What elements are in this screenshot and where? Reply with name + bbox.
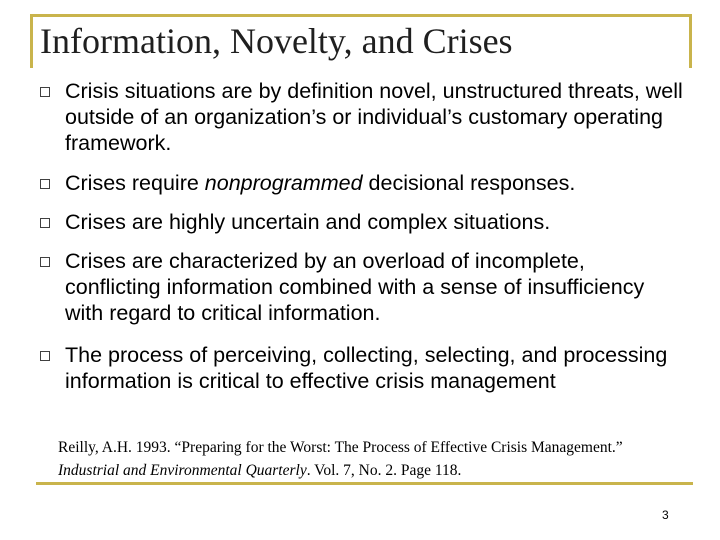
hollow-square-icon bbox=[40, 351, 50, 361]
hollow-square-icon bbox=[40, 218, 50, 228]
bullet-text: Crises are highly uncertain and complex situations. bbox=[65, 210, 551, 234]
title-frame-right bbox=[689, 14, 692, 68]
title-frame-left bbox=[30, 14, 33, 68]
hollow-square-icon bbox=[40, 257, 50, 267]
citation: Reilly, A.H. 1993. “Preparing for the Worst: The Process of Effective Crisis Management.” Industrial and Environmental Quarterly. Vol. 7, No. 2. Page 118. bbox=[58, 439, 623, 479]
citation-journal: Industrial and Environmental Quarterly bbox=[58, 462, 307, 479]
hollow-square-icon bbox=[40, 87, 50, 97]
slide-title: Information, Novelty, and Crises bbox=[40, 21, 513, 61]
bullet-text: Crisis situations are by definition novel, unstructured threats, well outside of an organization’s or individual’s customary operating framework. bbox=[65, 79, 683, 155]
title-frame-top bbox=[30, 14, 692, 17]
page-number: 3 bbox=[662, 508, 669, 522]
bullet-text: Crises require nonprogrammed decisional responses. bbox=[65, 171, 576, 195]
hollow-square-icon bbox=[40, 179, 50, 189]
footer-rule bbox=[36, 482, 693, 485]
bullet-text: The process of perceiving, collecting, selecting, and processing information is critical to effective crisis management bbox=[65, 343, 668, 393]
bullet-text: Crises are characterized by an overload of incomplete, conflicting information combined with a sense of insufficiency with regard to critical information. bbox=[65, 249, 645, 325]
